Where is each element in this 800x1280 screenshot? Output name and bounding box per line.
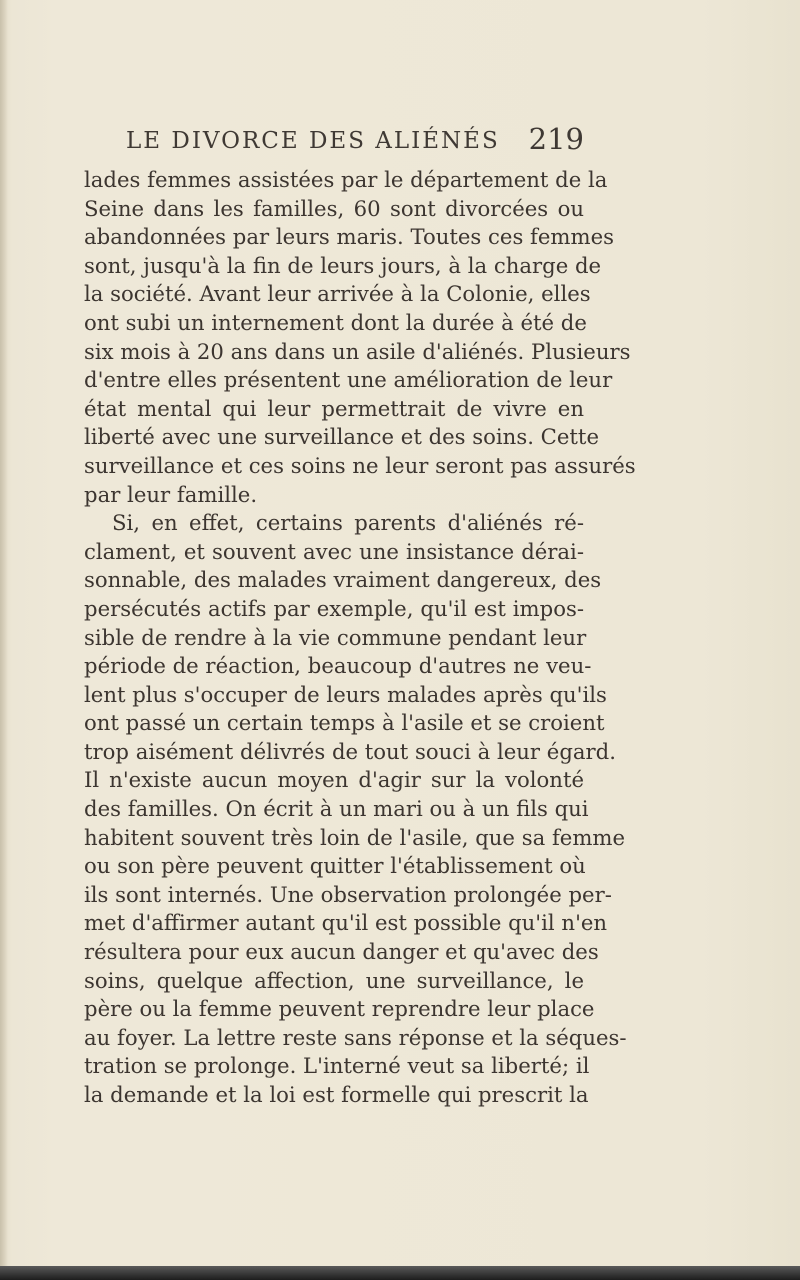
text-line: lades femmes assistées par le département de la (84, 167, 608, 192)
text-line: sont, jusqu'à la fin de leurs jours, à la charge de (84, 252, 602, 278)
text-line: d'entre elles présentent une amélioration de leur (84, 367, 613, 393)
text-line: sible de rendre à la vie commune pendant leur (84, 624, 587, 650)
text-line: surveillance et ces soins ne leur seront pas assurés (84, 452, 636, 478)
text-line: la société. Avant leur arrivée à la Colonie, elles (84, 281, 591, 307)
text-line: soins, quelque affection, une surveillance, le (84, 967, 584, 993)
text-line: met d'affirmer autant qu'il est possible qu'il n'en (84, 910, 608, 936)
text-line: tration se prolonge. L'interné veut sa liberté; il (84, 1053, 590, 1079)
text-line: Il n'existe aucun moyen d'agir sur la volonté (84, 767, 584, 793)
text-line: période de réaction, beaucoup d'autres ne veu- (84, 653, 592, 679)
text-line: des familles. On écrit à un mari ou à un fils qui (84, 796, 589, 822)
text-line: sonnable, des malades vraiment dangereux, des (84, 567, 602, 593)
body-text (84, 166, 636, 1110)
text-line: ils sont internés. Une observation prolongée per- (84, 881, 612, 907)
running-head-title: LE DIVORCE DES ALIÉNÉS (126, 128, 500, 154)
text-line-paragraph-start: Si, en effet, certains parents d'aliénés ré- (112, 510, 584, 536)
text-line: six mois à 20 ans dans un asile d'aliénés. Plusieurs (84, 338, 631, 364)
bottom-edge-strip (0, 1266, 800, 1280)
text-line: père ou la femme peuvent reprendre leur place (84, 996, 595, 1022)
text-line: abandonnées par leurs maris. Toutes ces femmes (84, 224, 615, 250)
text-line: trop aisément délivrés de tout souci à leur égard. (84, 738, 616, 764)
text-line: lent plus s'occuper de leurs malades après qu'ils (84, 681, 607, 707)
text-line: au foyer. La lettre reste sans réponse et la séques- (84, 1024, 627, 1050)
text-line: ont passé un certain temps à l'asile et se croient (84, 710, 605, 736)
text-line: ont subi un internement dont la durée à été de (84, 309, 587, 335)
text-line: clament, et souvent avec une insistance dérai- (84, 538, 584, 564)
text-line-paragraph-end: par leur famille. (84, 481, 258, 507)
text-line: liberté avec une surveillance et des soins. Cette (84, 424, 599, 450)
gutter-shadow (0, 0, 8, 1280)
text-line: la demande et la loi est formelle qui prescrit la (84, 1082, 589, 1107)
text-line: ou son père peuvent quitter l'établissement où (84, 853, 586, 879)
text-line: habitent souvent très loin de l'asile, que sa femme (84, 824, 626, 850)
text-line: état mental qui leur permettrait de vivre en (84, 395, 584, 421)
running-head (84, 120, 584, 160)
text-line: persécutés actifs par exemple, qu'il est impos- (84, 595, 584, 621)
text-line: résultera pour eux aucun danger et qu'avec des (84, 939, 599, 965)
text-line: Seine dans les familles, 60 sont divorcées ou (84, 195, 584, 221)
page-number: 219 (528, 122, 584, 156)
